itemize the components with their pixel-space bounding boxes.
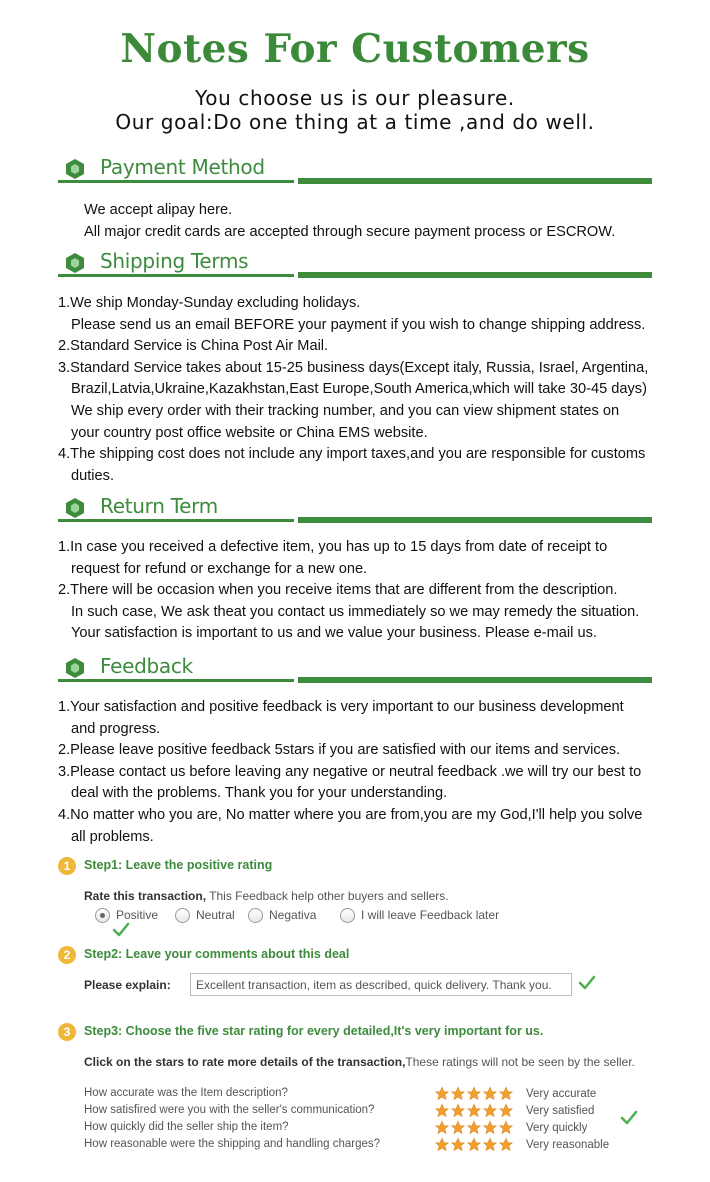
text-line: In such case, We ask theat you contact us immediately so we may remedy the situation. <box>71 603 640 620</box>
radio-label: Negativa <box>269 908 317 922</box>
text-line: We accept alipay here. <box>84 202 233 218</box>
rating-question: How quickly did the seller ship the item? <box>84 1121 289 1133</box>
divider <box>298 517 652 523</box>
text-line: All major credit cards are accepted through secure payment process or ESCROW. <box>84 223 616 240</box>
star-rating-2[interactable] <box>434 1120 514 1136</box>
section-header-return <box>58 495 652 529</box>
text-line: all problems. <box>71 828 154 845</box>
star-rating-0[interactable] <box>434 1086 514 1102</box>
text-line: 1.Your satisfaction and positive feedback is very important to our business development <box>58 699 624 715</box>
checkmark-icon <box>112 922 130 938</box>
payment-text <box>84 200 615 243</box>
radio-circle <box>95 908 110 923</box>
text-line: request for refund or exchange for a new one. <box>71 560 368 577</box>
section-title-return: Return Term <box>100 494 218 518</box>
star-rating-1[interactable] <box>434 1103 514 1119</box>
hexagon-icon <box>64 252 86 274</box>
radio-negative[interactable] <box>248 908 316 926</box>
text-line: 4.The shipping cost does not include any import taxes,and you are responsible for customs <box>58 446 646 463</box>
rating-value: Very satisfied <box>526 1105 595 1117</box>
text-line: 3.Please contact us before leaving any negative or neutral feedback .we will try our best to <box>58 763 642 780</box>
rating-value: Very quickly <box>526 1122 588 1134</box>
divider <box>298 272 652 278</box>
step-label: Step1: Leave the positive rating <box>84 858 273 872</box>
star-rating-3[interactable] <box>434 1137 514 1153</box>
checkmark-icon <box>578 975 596 991</box>
text-line: 2.Please leave positive feedback 5stars if you are satisfied with our items and services. <box>58 742 621 759</box>
divider <box>58 274 294 277</box>
star-icon[interactable] <box>450 1120 466 1135</box>
star-icon[interactable] <box>482 1137 498 1152</box>
return-text <box>58 537 639 645</box>
rating-question: How reasonable were the shipping and handling charges? <box>84 1138 381 1150</box>
radio-label: I will leave Feedback later <box>361 908 500 922</box>
section-header-shipping <box>58 250 652 284</box>
section-header-payment <box>58 156 652 190</box>
shipping-text <box>58 293 648 487</box>
rating-question: How satisfired were you with the seller's communication? <box>84 1104 375 1116</box>
text-line: 1.We ship Monday-Sunday excluding holidays. <box>58 295 361 311</box>
text-line: 4.No matter who you are, No matter where you are from,you are my God,I'll help you solve <box>58 806 643 823</box>
section-header-feedback <box>58 655 652 689</box>
radio-circle <box>340 908 355 923</box>
text-line: duties. <box>71 467 114 484</box>
star-icon[interactable] <box>434 1103 450 1118</box>
feedback-text <box>58 697 642 848</box>
text-line: deal with the problems. Thank you for your understanding. <box>71 785 448 802</box>
star-icon[interactable] <box>466 1103 482 1118</box>
tagline-1: You choose us is our pleasure. <box>195 86 515 110</box>
rating-question: How accurate was the Item description? <box>84 1087 288 1099</box>
star-icon[interactable] <box>434 1086 450 1101</box>
explain-label: Please explain: <box>84 978 171 992</box>
text-line: and progress. <box>71 720 161 737</box>
step-label: Step3: Choose the five star rating for every detailed,It's very important for us. <box>84 1024 544 1038</box>
step3-prompt <box>84 1055 635 1069</box>
star-icon[interactable] <box>498 1103 514 1118</box>
radio-later[interactable] <box>340 908 499 926</box>
prompt-rest: This Feedback help other buyers and sellers. <box>206 889 449 903</box>
rating-radio-group <box>95 908 515 928</box>
divider <box>58 679 294 682</box>
comment-input[interactable]: Excellent transaction, item as described, quick delivery. Thank you. <box>190 973 572 996</box>
hexagon-icon <box>64 158 86 180</box>
step1-prompt <box>84 889 449 903</box>
text-line: We ship every order with their tracking number, and you can view shipment states on <box>71 402 620 419</box>
text-line: Brazil,Latvia,Ukraine,Kazakhstan,East Europe,South America,which will take 30-45 days) <box>71 381 647 398</box>
star-icon[interactable] <box>482 1120 498 1135</box>
text-line: your country post office website or China EMS website. <box>71 424 428 441</box>
step-label: Step2: Leave your comments about this deal <box>84 947 350 961</box>
section-title-shipping: Shipping Terms <box>100 249 249 273</box>
star-icon[interactable] <box>450 1086 466 1101</box>
star-icon[interactable] <box>498 1120 514 1135</box>
text-line: 3.Standard Service takes about 15-25 business days(Except italy, Russia, Israel, Argentina, <box>58 359 649 376</box>
radio-circle <box>248 908 263 923</box>
prompt-bold: Click on the stars to rate more details of the transaction, <box>84 1055 406 1069</box>
prompt-rest: These ratings will not be seen by the seller. <box>405 1055 635 1069</box>
tagline-2: Our goal:Do one thing at a time ,and do well. <box>115 110 595 134</box>
section-title-payment: Payment Method <box>100 155 265 179</box>
star-icon[interactable] <box>450 1103 466 1118</box>
text-line: 2.There will be occasion when you receive items that are different from the description. <box>58 582 618 599</box>
divider <box>58 180 294 183</box>
divider <box>58 519 294 522</box>
radio-label: Positive <box>116 908 159 922</box>
radio-neutral[interactable] <box>175 908 235 926</box>
star-icon[interactable] <box>466 1086 482 1101</box>
star-icon[interactable] <box>482 1103 498 1118</box>
step-badge: 2 <box>58 946 76 964</box>
star-icon[interactable] <box>482 1086 498 1101</box>
hexagon-icon <box>64 497 86 519</box>
text-line: Your satisfaction is important to us and we value your business. Please e-mail us. <box>71 625 597 642</box>
step-badge: 1 <box>58 857 76 875</box>
text-line: 1.In case you received a defective item, you has up to 15 days from date of receipt to <box>58 539 608 555</box>
prompt-bold: Rate this transaction, <box>84 889 207 903</box>
star-icon[interactable] <box>466 1120 482 1135</box>
text-line: 2.Standard Service is China Post Air Mail. <box>58 338 329 355</box>
divider <box>298 677 652 683</box>
star-icon[interactable] <box>498 1086 514 1101</box>
checkmark-icon <box>620 1110 638 1126</box>
divider <box>298 178 652 184</box>
radio-label: Neutral <box>196 908 235 922</box>
hexagon-icon <box>64 657 86 679</box>
star-icon[interactable] <box>434 1120 450 1135</box>
star-icon[interactable] <box>498 1137 514 1152</box>
page-title: Notes For Customers <box>120 26 590 72</box>
text-line: Please send us an email BEFORE your payment if you wish to change shipping address. <box>71 316 646 333</box>
rating-value: Very reasonable <box>526 1139 610 1151</box>
star-icon[interactable] <box>466 1137 482 1152</box>
radio-circle <box>175 908 190 923</box>
step-badge: 3 <box>58 1023 76 1041</box>
section-title-feedback: Feedback <box>100 654 193 678</box>
rating-value: Very accurate <box>526 1088 597 1100</box>
star-icon[interactable] <box>450 1137 466 1152</box>
star-icon[interactable] <box>434 1137 450 1152</box>
